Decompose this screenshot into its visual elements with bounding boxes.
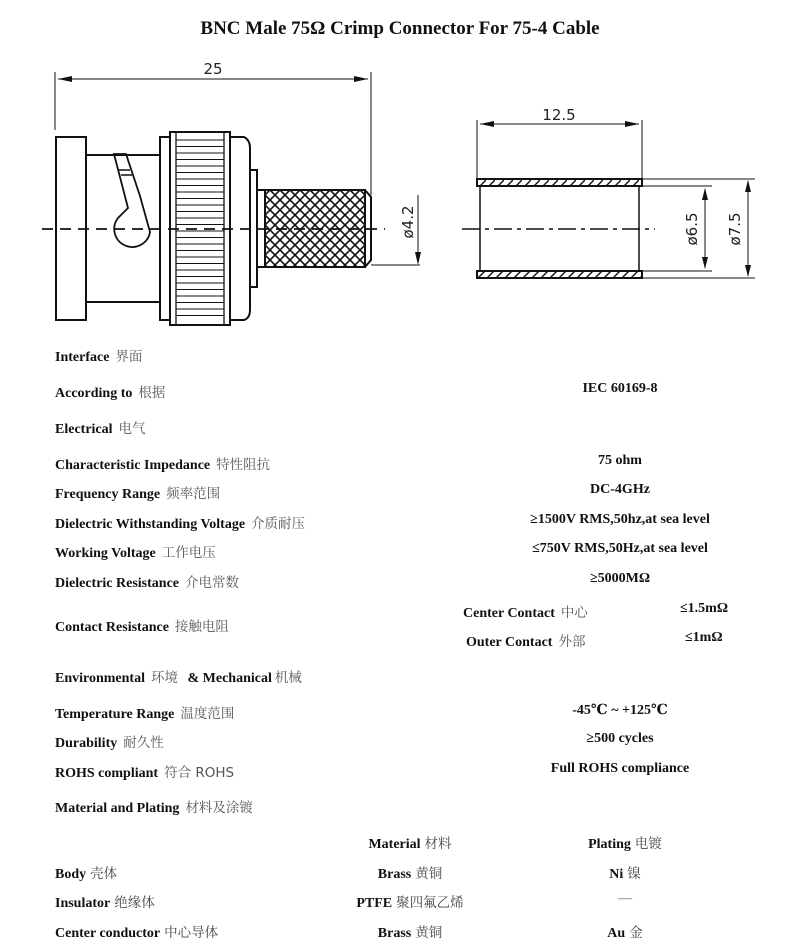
technical-drawing [0, 0, 800, 340]
row-durability [55, 731, 164, 752]
section-electrical [55, 417, 146, 438]
label-en: Frequency Range [55, 487, 161, 502]
document-title: BNC Male 75Ω Crimp Connector For 75-4 Cable [200, 18, 600, 39]
label-cn: 接触电阻 [174, 619, 229, 635]
label-cn: 材料及涂镀 [185, 800, 253, 816]
row-working-voltage [55, 541, 216, 562]
label-en: Center Contact [463, 606, 555, 621]
plating-en: Au [607, 926, 626, 941]
part-cn: 中心导体 [164, 925, 219, 941]
label-cn: 根据 [138, 385, 166, 401]
label-en: Outer Contact [466, 635, 553, 650]
plating-body [530, 862, 720, 883]
value-frequency: DC-4GHz [590, 482, 650, 497]
label-cn: 特性阻抗 [216, 457, 271, 473]
label-en: Dielectric Resistance [55, 576, 179, 591]
label-en: Working Voltage [55, 546, 156, 561]
plating-cn: 镍 [627, 866, 641, 882]
header-material [300, 832, 520, 853]
dimension-25-label: 25 [203, 60, 223, 78]
material-cn: 黄铜 [415, 925, 443, 941]
row-frequency [55, 482, 220, 503]
header-plating [530, 832, 720, 853]
material-insulator [300, 891, 520, 912]
header-cn: 材料 [424, 836, 452, 852]
value-according-to: IEC 60169-8 [582, 381, 658, 396]
label-en: Electrical [55, 422, 113, 437]
label-en: Temperature Range [55, 707, 175, 722]
row-rohs [55, 761, 234, 782]
part-cn: 绝缘体 [114, 895, 155, 911]
material-en: Brass [377, 867, 412, 882]
plating-en: — [618, 891, 632, 906]
label-en: ROHS compliant [55, 766, 159, 781]
label-en-2: & Mechanical [187, 671, 272, 686]
label-cn: 频率范围 [166, 486, 221, 502]
dimension-d4-2-label: ø4.2 [399, 205, 417, 239]
label-cn: 外部 [558, 634, 586, 650]
label-cn: 耐久性 [123, 735, 164, 751]
row-impedance [55, 453, 270, 474]
section-environmental [55, 666, 302, 687]
row-contact-resistance [55, 615, 229, 636]
ferrule-drawing [462, 120, 755, 278]
part-cn: 壳体 [90, 866, 118, 882]
label-cn: 温度范围 [180, 706, 235, 722]
plating-en: Ni [609, 867, 624, 882]
part-en: Insulator [55, 896, 111, 911]
header-en: Plating [588, 837, 631, 852]
row-temperature [55, 702, 234, 723]
outer-contact-value: ≤1mΩ [685, 630, 723, 645]
material-cn: 黄铜 [415, 866, 443, 882]
value-working-voltage: ≤750V RMS,50Hz,at sea level [532, 541, 708, 556]
label-en: According to [55, 386, 133, 401]
outer-contact-label [466, 630, 585, 651]
material-en: Brass [377, 926, 412, 941]
header-cn: 电镀 [634, 836, 662, 852]
label-en: Material and Plating [55, 801, 180, 816]
label-en: Dielectric Withstanding Voltage [55, 517, 246, 532]
material-en: PTFE [356, 896, 393, 911]
value-impedance: 75 ohm [598, 453, 642, 468]
material-row-body [55, 862, 117, 883]
value-dwv: ≥1500V RMS,50hz,at sea level [530, 512, 710, 527]
label-en: Durability [55, 736, 118, 751]
part-en: Center conductor [55, 926, 161, 941]
row-dielectric-resistance [55, 571, 239, 592]
label-en: Environmental [55, 671, 145, 686]
row-dwv [55, 512, 305, 533]
dimension-d7-5-label: ø7.5 [726, 212, 744, 246]
plating-center-conductor [530, 921, 720, 942]
value-temperature: -45℃ ~ +125℃ [572, 703, 668, 718]
label-cn: 界面 [115, 349, 143, 365]
plating-cn: 金 [629, 925, 643, 941]
center-contact-label [463, 601, 588, 622]
label-cn: 中心 [560, 605, 588, 621]
section-material-plating [55, 796, 253, 817]
value-dielectric-resistance: ≥5000MΩ [589, 571, 651, 586]
header-en: Material [368, 837, 421, 852]
dimension-d6-5-label: ø6.5 [683, 212, 701, 246]
row-according-to [55, 381, 165, 402]
material-cn: 聚四氟乙烯 [396, 895, 464, 911]
plating-insulator [530, 891, 720, 907]
material-body [300, 862, 520, 883]
section-interface [55, 345, 142, 366]
label-cn: 电气 [118, 421, 146, 437]
connector-drawing [42, 72, 421, 325]
dimension-12-5-label: 12.5 [542, 106, 576, 124]
center-contact-value: ≤1.5mΩ [680, 601, 729, 616]
material-row-insulator [55, 891, 155, 912]
label-cn: 符合 ROHS [164, 765, 235, 781]
value-rohs: Full ROHS compliance [550, 761, 690, 776]
label-cn: 介质耐压 [251, 516, 306, 532]
label-cn: 工作电压 [161, 545, 216, 561]
label-cn: 介电常数 [185, 575, 239, 591]
label-cn-2: 机械 [274, 670, 302, 686]
part-en: Body [55, 867, 87, 882]
label-cn: 环境 [150, 670, 178, 686]
label-en: Contact Resistance [55, 620, 169, 635]
value-durability: ≥500 cycles [586, 731, 654, 746]
label-en: Interface [55, 350, 110, 365]
material-center-conductor [300, 921, 520, 942]
material-row-center-conductor [55, 921, 218, 942]
label-en: Characteristic Impedance [55, 458, 211, 473]
